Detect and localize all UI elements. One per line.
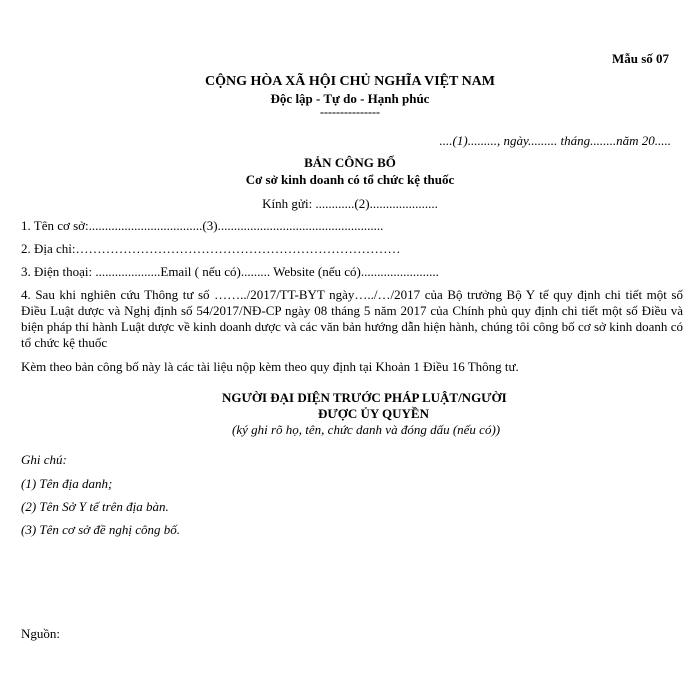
country-title: CỘNG HÒA XÃ HỘI CHỦ NGHĨA VIỆT NAM [204, 74, 495, 89]
recipient-line: Kính gửi: ............(2)..................... [262, 196, 438, 211]
note-item: (3) Tên cơ sở đề nghị công bố. [21, 522, 181, 537]
field-facility-name: 1. Tên cơ sở:...................................(3)................................................... [21, 218, 384, 233]
form-number: Mẫu số 07 [611, 51, 669, 66]
date-line: ....(1)........., ngày......... tháng........năm 20..... [439, 133, 671, 148]
document-subtitle: Cơ sở kinh doanh có tổ chức kệ thuốc [245, 172, 455, 187]
signature-title-line2: ĐƯỢC ỦY QUYỀN [318, 406, 429, 421]
note-item: (1) Tên địa danh; [21, 476, 113, 491]
source-label: Nguồn: [21, 626, 60, 641]
document-title: BẢN CÔNG BỐ [304, 155, 396, 170]
declaration-paragraph: 4. Sau khi nghiên cứu Thông tư số ……../2017/TT-BYT ngày…../…/2017 của Bộ trưởng Bộ Y tế quy định chi tiết một số Điều Luật dược và Nghị định số 54/2017/NĐ-CP ngày 08 tháng 5 năm 2017 của Chính phủ quy định chi tiết một số Điều và biện pháp thi hành Luật dược về kinh doanh dược và các văn bản hướng dẫn hiện hành, chúng tôi công bố cơ sở kinh doanh có tổ chức kệ thuốc [21, 287, 683, 350]
header-separator: --------------- [320, 105, 380, 119]
field-contact: 3. Điện thoại: ....................Email ( nếu có)......... Website (nếu có)........................ [21, 264, 439, 279]
signature-title-line1: NGƯỜI ĐẠI DIỆN TRƯỚC PHÁP LUẬT/NGƯỜI [222, 390, 507, 405]
attachment-note: Kèm theo bản công bố này là các tài liệu nộp kèm theo quy định tại Khoản 1 Điều 16 Thông tư. [21, 359, 519, 374]
notes-heading: Ghi chú: [21, 452, 67, 467]
signature-instruction: (ký ghi rõ họ, tên, chức danh và đóng dấu (nếu có)) [232, 422, 501, 437]
field-address: 2. Địa chỉ:………………………………………………………………… [21, 241, 401, 256]
motto: Độc lập - Tự do - Hạnh phúc [270, 91, 430, 106]
note-item: (2) Tên Sở Y tế trên địa bàn. [21, 499, 169, 514]
